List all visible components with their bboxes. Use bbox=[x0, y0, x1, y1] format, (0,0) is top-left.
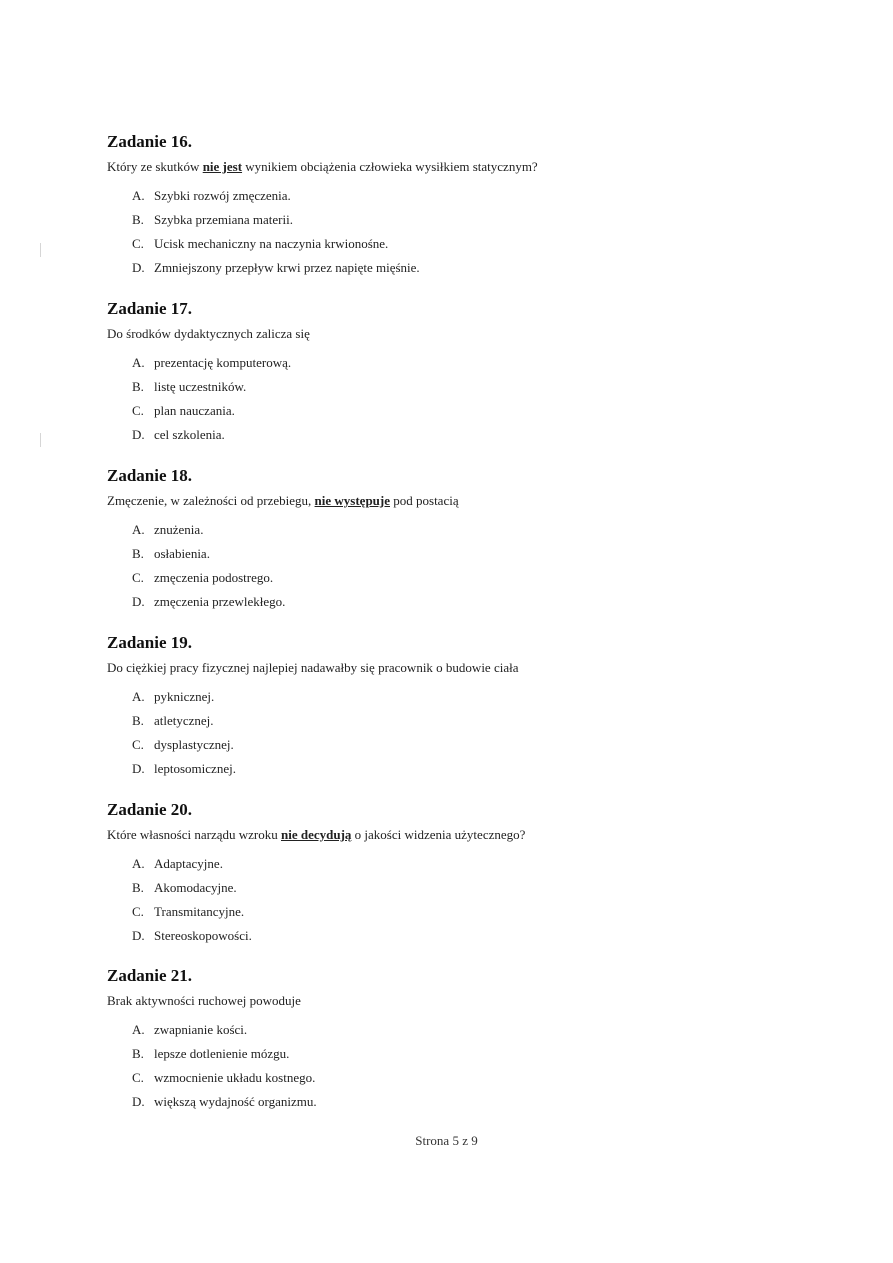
task-title: Zadanie 18. bbox=[107, 466, 193, 485]
option-letter: A. bbox=[132, 355, 145, 370]
option-text: Szybki rozwój zmęczenia. bbox=[154, 188, 291, 203]
option-text: większą wydajność organizmu. bbox=[154, 1094, 317, 1109]
option-text: Szybka przemiana materii. bbox=[154, 212, 293, 227]
task-title: Zadanie 17. bbox=[107, 299, 193, 318]
question-emphasis: nie występuje bbox=[314, 493, 391, 508]
option-letter: B. bbox=[132, 880, 144, 895]
option-text: zwapnianie kości. bbox=[154, 1022, 248, 1037]
answer-option-a bbox=[107, 1022, 807, 1046]
question-text: Brak aktywności ruchowej powoduje bbox=[107, 993, 301, 1008]
option-text: zmęczenia podostrego. bbox=[154, 570, 274, 585]
answer-option-b bbox=[107, 880, 807, 904]
option-letter: C. bbox=[132, 236, 144, 251]
task-question bbox=[107, 325, 807, 343]
answer-option-c bbox=[107, 403, 807, 427]
task-title: Zadanie 20. bbox=[107, 800, 193, 819]
option-letter: D. bbox=[132, 1094, 145, 1109]
answer-option-b bbox=[107, 1046, 807, 1070]
question-text: Które własności narządu wzroku bbox=[107, 827, 281, 842]
task-question bbox=[107, 492, 807, 510]
task-question bbox=[107, 158, 807, 176]
option-letter: D. bbox=[132, 761, 145, 776]
answer-option-d bbox=[107, 260, 807, 284]
option-letter: A. bbox=[132, 1022, 145, 1037]
answer-options bbox=[107, 689, 807, 785]
question-emphasis: nie decydują bbox=[281, 827, 352, 842]
answer-option-c bbox=[107, 1070, 807, 1094]
option-text: Zmniejszony przepływ krwi przez napięte mięśnie. bbox=[154, 260, 420, 275]
answer-option-b bbox=[107, 713, 807, 737]
answer-option-c bbox=[107, 737, 807, 761]
option-letter: B. bbox=[132, 713, 144, 728]
answer-option-d bbox=[107, 1094, 807, 1118]
option-text: prezentację komputerową. bbox=[154, 355, 292, 370]
option-letter: A. bbox=[132, 522, 145, 537]
option-letter: B. bbox=[132, 379, 144, 394]
option-text: pyknicznej. bbox=[154, 689, 215, 704]
option-text: dysplastycznej. bbox=[154, 737, 234, 752]
option-letter: D. bbox=[132, 594, 145, 609]
page-number: Strona 5 z 9 bbox=[415, 1133, 478, 1148]
task-17 bbox=[107, 298, 807, 451]
option-text: cel szkolenia. bbox=[154, 427, 225, 442]
option-letter: C. bbox=[132, 403, 144, 418]
option-letter: B. bbox=[132, 212, 144, 227]
answer-option-d bbox=[107, 427, 807, 451]
answer-option-b bbox=[107, 546, 807, 570]
answer-option-a bbox=[107, 689, 807, 713]
answer-option-a bbox=[107, 522, 807, 546]
task-18 bbox=[107, 465, 807, 618]
task-question bbox=[107, 992, 807, 1010]
option-letter: A. bbox=[132, 689, 145, 704]
option-letter: B. bbox=[132, 546, 144, 561]
option-text: lepsze dotlenienie mózgu. bbox=[154, 1046, 290, 1061]
question-text: Zmęczenie, w zależności od przebiegu, bbox=[107, 493, 315, 508]
task-title: Zadanie 16. bbox=[107, 132, 193, 151]
answer-options bbox=[107, 1022, 807, 1118]
option-text: Stereoskopowości. bbox=[154, 928, 252, 943]
option-letter: C. bbox=[132, 737, 144, 752]
answer-option-c bbox=[107, 904, 807, 928]
answer-option-c bbox=[107, 570, 807, 594]
answer-option-a bbox=[107, 355, 807, 379]
task-question bbox=[107, 659, 807, 677]
answer-option-d bbox=[107, 928, 807, 952]
answer-option-d bbox=[107, 594, 807, 618]
task-21 bbox=[107, 965, 807, 1118]
task-20 bbox=[107, 799, 807, 952]
option-letter: C. bbox=[132, 570, 144, 585]
option-letter: C. bbox=[132, 904, 144, 919]
answer-option-b bbox=[107, 212, 807, 236]
option-text: wzmocnienie układu kostnego. bbox=[154, 1070, 316, 1085]
question-text: Do ciężkiej pracy fizycznej najlepiej nadawałby się pracownik o budowie ciała bbox=[107, 660, 519, 675]
option-letter: C. bbox=[132, 1070, 144, 1085]
answer-options bbox=[107, 522, 807, 618]
option-letter: D. bbox=[132, 928, 145, 943]
task-19 bbox=[107, 632, 807, 785]
question-text: wynikiem obciążenia człowieka wysiłkiem statycznym? bbox=[242, 159, 538, 174]
option-text: osłabienia. bbox=[154, 546, 210, 561]
scan-artifact bbox=[40, 243, 41, 257]
task-title: Zadanie 21. bbox=[107, 966, 193, 985]
option-text: Adaptacyjne. bbox=[154, 856, 223, 871]
answer-option-a bbox=[107, 856, 807, 880]
option-text: leptosomicznej. bbox=[154, 761, 236, 776]
option-letter: A. bbox=[132, 856, 145, 871]
question-emphasis: nie jest bbox=[202, 159, 243, 174]
question-text: Do środków dydaktycznych zalicza się bbox=[107, 326, 310, 341]
option-text: Transmitancyjne. bbox=[154, 904, 245, 919]
answer-option-a bbox=[107, 188, 807, 212]
task-question bbox=[107, 826, 807, 844]
answer-option-d bbox=[107, 761, 807, 785]
option-letter: B. bbox=[132, 1046, 144, 1061]
task-16 bbox=[107, 131, 807, 284]
option-letter: D. bbox=[132, 427, 145, 442]
question-text: Który ze skutków bbox=[107, 159, 203, 174]
question-text: o jakości widzenia użytecznego? bbox=[351, 827, 526, 842]
option-text: Akomodacyjne. bbox=[154, 880, 237, 895]
option-text: zmęczenia przewlekłego. bbox=[154, 594, 286, 609]
option-letter: A. bbox=[132, 188, 145, 203]
answer-option-b bbox=[107, 379, 807, 403]
scan-artifact bbox=[40, 433, 41, 447]
option-text: Ucisk mechaniczny na naczynia krwionośne. bbox=[154, 236, 389, 251]
question-text: pod postacią bbox=[390, 493, 459, 508]
option-text: plan nauczania. bbox=[154, 403, 235, 418]
task-title: Zadanie 19. bbox=[107, 633, 193, 652]
option-text: atletycznej. bbox=[154, 713, 214, 728]
option-letter: D. bbox=[132, 260, 145, 275]
answer-options bbox=[107, 355, 807, 451]
answer-option-c bbox=[107, 236, 807, 260]
answer-options bbox=[107, 188, 807, 284]
answer-options bbox=[107, 856, 807, 952]
option-text: listę uczestników. bbox=[154, 379, 247, 394]
option-text: znużenia. bbox=[154, 522, 204, 537]
